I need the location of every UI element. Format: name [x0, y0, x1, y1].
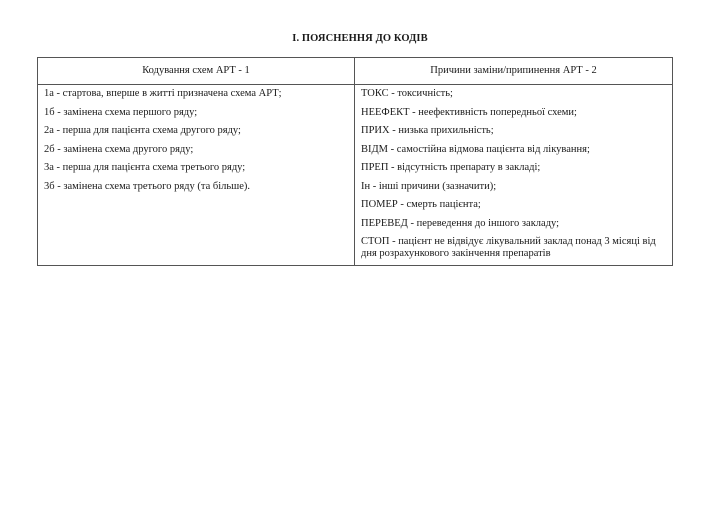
header-art-scheme-coding: Кодування схем АРТ - 1 — [38, 58, 355, 85]
list-item: 3б - замінена схема третього ряду (та більше). — [44, 180, 251, 192]
list-item: 1а - стартова, вперше в житті призначена схема АРТ; — [44, 88, 282, 99]
list-item: 3а - перша для пацієнта схема третього ряду; — [44, 162, 246, 173]
list-item: ПРЕП - відсутність препарату в закладі; — [361, 162, 541, 173]
list-item: ВІДМ - самостійна відмова пацієнта від лікування; — [361, 143, 590, 155]
art-scheme-codes-cell — [38, 85, 355, 266]
list-item: ТОКС - токсичність; — [361, 88, 453, 99]
codes-table — [37, 57, 673, 266]
list-item: ПРИХ - низька прихильність; — [361, 125, 494, 136]
list-item: Ін - інші причини (зазначити); — [361, 180, 497, 192]
list-item: СТОП - пацієнт не відвідує лікувальний заклад понад 3 місяці від дня розрахункового закінчення препаратів — [361, 236, 656, 259]
list-item: 2а - перша для пацієнта схема другого ряду; — [44, 125, 241, 136]
header-art-change-reasons: Причини заміни/припинення АРТ - 2 — [355, 58, 673, 85]
list-item: 1б - замінена схема першого ряду; — [44, 106, 198, 118]
list-item: ПЕРЕВЕД - переведення до іншого закладу; — [361, 217, 560, 229]
list-item: ПОМЕР - смерть пацієнта; — [361, 199, 481, 210]
change-reason-codes-cell — [355, 85, 673, 266]
table-row — [38, 85, 673, 266]
list-item: 2б - замінена схема другого ряду; — [44, 143, 194, 155]
list-item: НЕЕФЕКТ - неефективність попередньої схеми; — [361, 106, 577, 118]
section-title: І. ПОЯСНЕННЯ ДО КОДІВ — [292, 33, 428, 44]
table-header-row — [38, 58, 673, 85]
